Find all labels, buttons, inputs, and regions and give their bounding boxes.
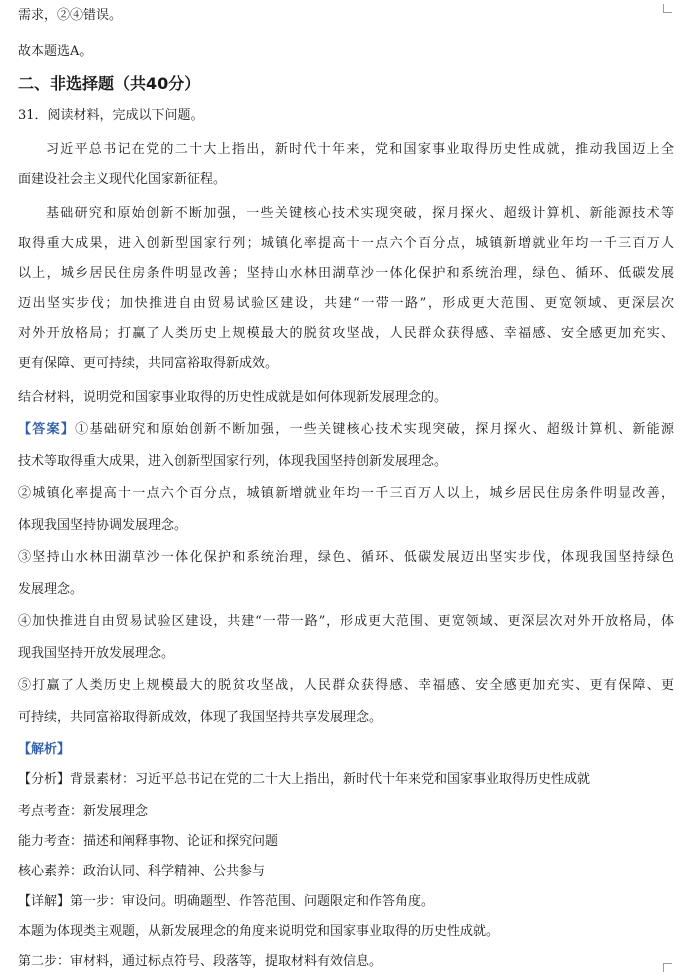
material-line: 面建设社会主义现代化国家新征程。 bbox=[18, 172, 227, 187]
answer-line: 发展理念。 bbox=[18, 582, 84, 597]
answer-line: ③坚持山水林田湖草沙一体化保护和系统治理，绿色、循环、低碳发展迈出坚实步伐，体现我国坚持绿色 bbox=[18, 550, 674, 565]
material-line: 习近平总书记在党的二十大上指出，新时代十年来，党和国家事业取得历史性成就，推动我国迈上全 bbox=[46, 142, 674, 157]
answer-line: ④加快推进自由贸易试验区建设，共建“一带一路”，形成更大范围、更宽领域、更深层次对外开放格局，体 bbox=[18, 614, 674, 629]
material-line: 更有保障、更可持续，共同富裕取得新成效。 bbox=[18, 356, 279, 371]
analysis-tag: 【解析】 bbox=[18, 742, 71, 757]
text-line: 故本题选A。 bbox=[18, 44, 93, 59]
answer-line: 可持续，共同富裕取得新成效，体现了我国坚持共享发展理念。 bbox=[18, 710, 383, 725]
answer-line: 技术等取得重大成果，进入创新型国家行列，体现我国坚持创新发展理念。 bbox=[18, 454, 448, 469]
text-line: 需求，②④错误。 bbox=[18, 8, 123, 23]
analysis-line: 考点考查：新发展理念 bbox=[18, 804, 149, 819]
material-line: 迈出坚实步伐；加快推进自由贸易试验区建设，共建“一带一路”，形成更大范围、更宽领域、更深层次 bbox=[18, 296, 674, 311]
material-line: 对外开放格局；打赢了人类历史上规模最大的脱贫攻坚战，人民群众获得感、幸福感、安全感更加充实、 bbox=[18, 326, 674, 341]
material-line: 基础研究和原始创新不断加强，一些关键核心技术实现突破，探月探火、超级计算机、新能源技术等 bbox=[46, 206, 674, 221]
material-line: 以上，城乡居民住房条件明显改善；坚持山水林田湖草沙一体化保护和系统治理，绿色、循环、低碳发展 bbox=[18, 266, 674, 281]
analysis-line: 能力考查：描述和阐释事物、论证和探究问题 bbox=[18, 834, 279, 849]
answer-line bbox=[18, 422, 674, 438]
answer-tag: 【答案】 bbox=[18, 422, 76, 437]
question-stem: 31．阅读材料，完成以下问题。 bbox=[18, 108, 204, 123]
section-title: 二、非选择题（共40分） bbox=[18, 74, 201, 93]
page-corner-mark bbox=[663, 963, 672, 972]
answer-line: 现我国坚持开放发展理念。 bbox=[18, 646, 175, 661]
answer-line: ②城镇化率提高十一点六个百分点，城镇新增就业年均一千三百万人以上，城乡居民住房条件明显改善， bbox=[18, 486, 674, 501]
answer-line: ⑤打赢了人类历史上规模最大的脱贫攻坚战，人民群众获得感、幸福感、安全感更加充实、更有保障、更 bbox=[18, 678, 674, 693]
analysis-line: 本题为体现类主观题，从新发展理念的角度来说明党和国家事业取得的历史性成就。 bbox=[18, 924, 500, 939]
answer-line: 体现我国坚持协调发展理念。 bbox=[18, 518, 188, 533]
analysis-line: 【分析】背景素材：习近平总书记在党的二十大上指出，新时代十年来党和国家事业取得历史性成就 bbox=[18, 772, 591, 787]
answer-text: ①基础研究和原始创新不断加强，一些关键核心技术实现突破，探月探火、超级计算机、新能源 bbox=[75, 422, 674, 437]
analysis-line: 第二步：审材料，通过标点符号、段落等，提取材料有效信息。 bbox=[18, 954, 383, 969]
analysis-line: 【详解】第一步：审设问。明确题型、作答范围、问题限定和作答角度。 bbox=[18, 894, 435, 909]
material-line: 取得重大成果，进入创新型国家行列；城镇化率提高十一点六个百分点，城镇新增就业年均一千三百万人 bbox=[18, 236, 674, 251]
question-ask: 结合材料，说明党和国家事业取得的历史性成就是如何体现新发展理念的。 bbox=[18, 390, 448, 405]
analysis-line: 核心素养：政治认同、科学精神、公共参与 bbox=[18, 864, 266, 879]
